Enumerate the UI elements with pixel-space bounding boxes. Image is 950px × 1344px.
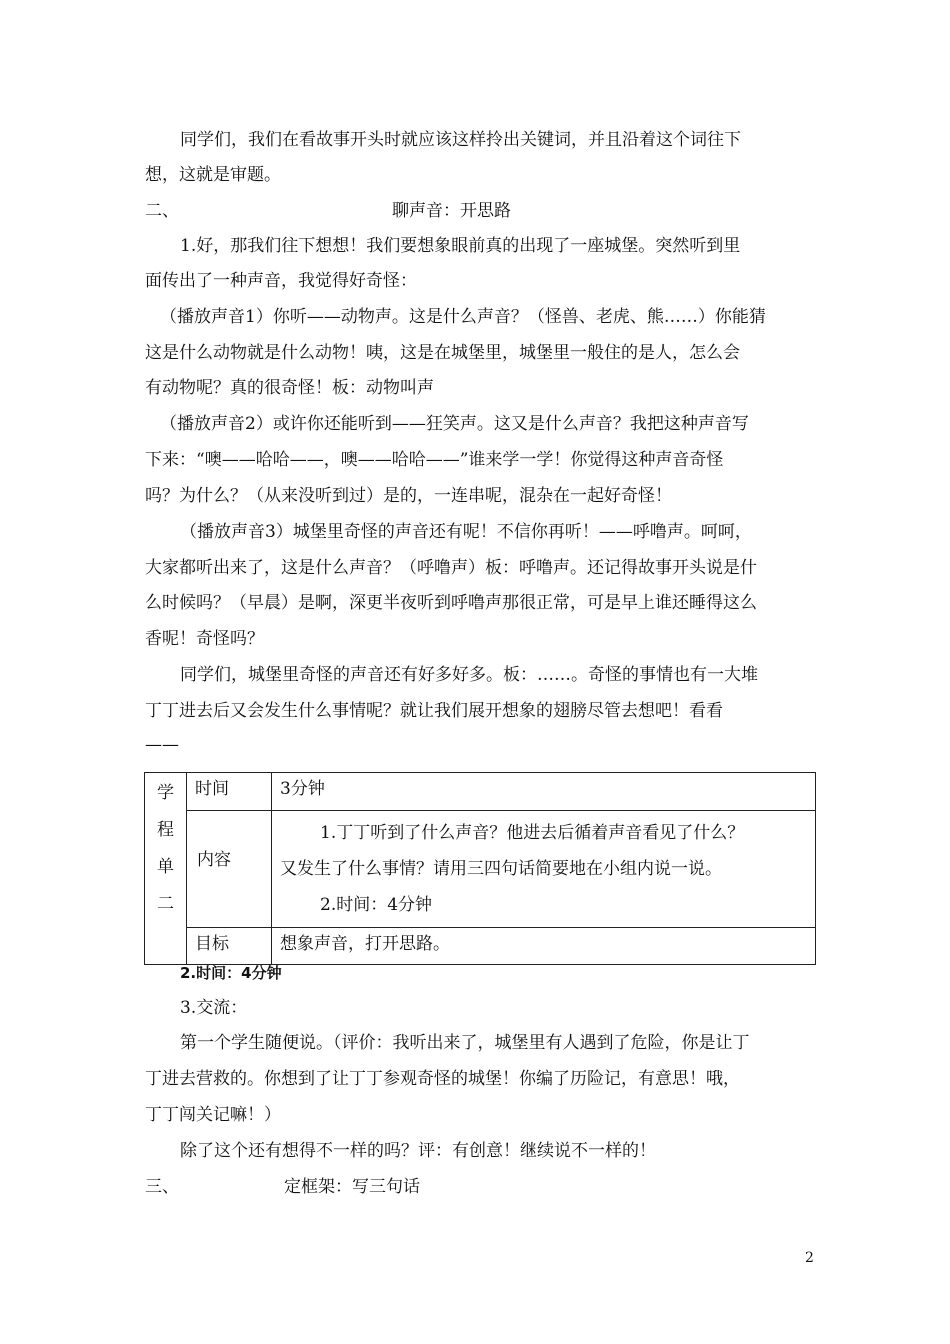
section-title: 聊声音：开思路 xyxy=(392,201,511,221)
goal-label-cell: 目标 xyxy=(187,928,272,965)
paragraph-line: 面传出了一种声音，我觉得好奇怪： xyxy=(145,271,417,291)
study-sheet-label xyxy=(145,773,187,965)
paragraph-line: 同学们，我们在看故事开头时就应该这样拎出关键词，并且沿着这个词往下 xyxy=(180,130,741,150)
time-note: 2.时间：4分钟 xyxy=(180,964,282,982)
goal-value-cell: 想象声音，打开思路。 xyxy=(272,928,816,965)
paragraph-line: 下来：“噢——哈哈——，噢——哈哈——”谁来学一学！你觉得这种声音奇怪 xyxy=(145,450,724,470)
paragraph-line: 1.好，那我们往下想想！我们要想象眼前真的出现了一座城堡。突然听到里 xyxy=(180,236,741,256)
paragraph-line: 有动物呢？真的很奇怪！板：动物叫声 xyxy=(145,378,434,398)
paragraph-line: 3.交流： xyxy=(180,998,248,1018)
paragraph-line: 丁丁进去后又会发生什么事情呢？就让我们展开想象的翅膀尽管去想吧！看看 xyxy=(145,701,723,721)
paragraph-line: 除了这个还有想得不一样的吗？评：有创意！继续说不一样的！ xyxy=(180,1141,656,1161)
paragraph-line: （播放声音3）城堡里奇怪的声音还有呢！不信你再听！——呼噜声。呵呵， xyxy=(180,522,752,542)
study-sheet-char: 二 xyxy=(157,894,174,914)
study-sheet-table xyxy=(144,772,816,965)
paragraph-line: 香呢！奇怪吗？ xyxy=(145,629,264,649)
paragraph-line: —— xyxy=(145,735,179,755)
content-label-cell: 内容 xyxy=(187,811,272,928)
content-line: 1.丁丁听到了什么声音？他进去后循着声音看见了什么？ xyxy=(320,823,745,843)
paragraph-line: 么时候吗？（早晨）是啊，深更半夜听到呼噜声那很正常，可是早上谁还睡得这么 xyxy=(145,593,757,613)
content-value-cell xyxy=(272,811,816,928)
paragraph-line: 想，这就是审题。 xyxy=(145,165,281,185)
section-title: 定框架：写三句话 xyxy=(284,1177,420,1197)
section-number: 二、 xyxy=(145,201,179,221)
section-number: 三、 xyxy=(145,1177,179,1197)
paragraph-line: 丁进去营救的。你想到了让丁丁参观奇怪的城堡！你编了历险记，有意思！哦， xyxy=(145,1069,740,1089)
paragraph-line: 同学们，城堡里奇怪的声音还有好多好多。板：……。奇怪的事情也有一大堆 xyxy=(180,665,758,685)
time-label-cell: 时间 xyxy=(187,773,272,811)
page-number: 2 xyxy=(805,1250,814,1266)
paragraph-line: 丁丁闯关记嘛！） xyxy=(145,1105,281,1125)
paragraph-line: 吗？为什么？（从来没听到过）是的，一连串呢，混杂在一起好奇怪！ xyxy=(145,486,672,506)
paragraph-line: 第一个学生随便说。（评价：我听出来了，城堡里有人遇到了危险，你是让丁 xyxy=(180,1033,750,1053)
paragraph-line: 大家都听出来了，这是什么声音？（呼噜声）板：呼噜声。还记得故事开头说是什 xyxy=(145,558,757,578)
content-line: 又发生了什么事情？请用三四句话简要地在小组内说一说。 xyxy=(280,859,722,879)
study-sheet-char: 单 xyxy=(157,857,174,877)
time-value-cell: 3分钟 xyxy=(272,773,816,811)
study-sheet-char: 程 xyxy=(157,820,174,840)
paragraph-line: （播放声音1）你听——动物声。这是什么声音？（怪兽、老虎、熊……）你能猜 xyxy=(160,307,766,327)
content-line: 2.时间：4分钟 xyxy=(320,895,433,915)
paragraph-line: 这是什么动物就是什么动物！咦，这是在城堡里，城堡里一般住的是人，怎么会 xyxy=(145,343,740,363)
study-sheet-char: 学 xyxy=(157,783,174,803)
paragraph-line: （播放声音2）或许你还能听到——狂笑声。这又是什么声音？我把这种声音写 xyxy=(160,414,749,434)
